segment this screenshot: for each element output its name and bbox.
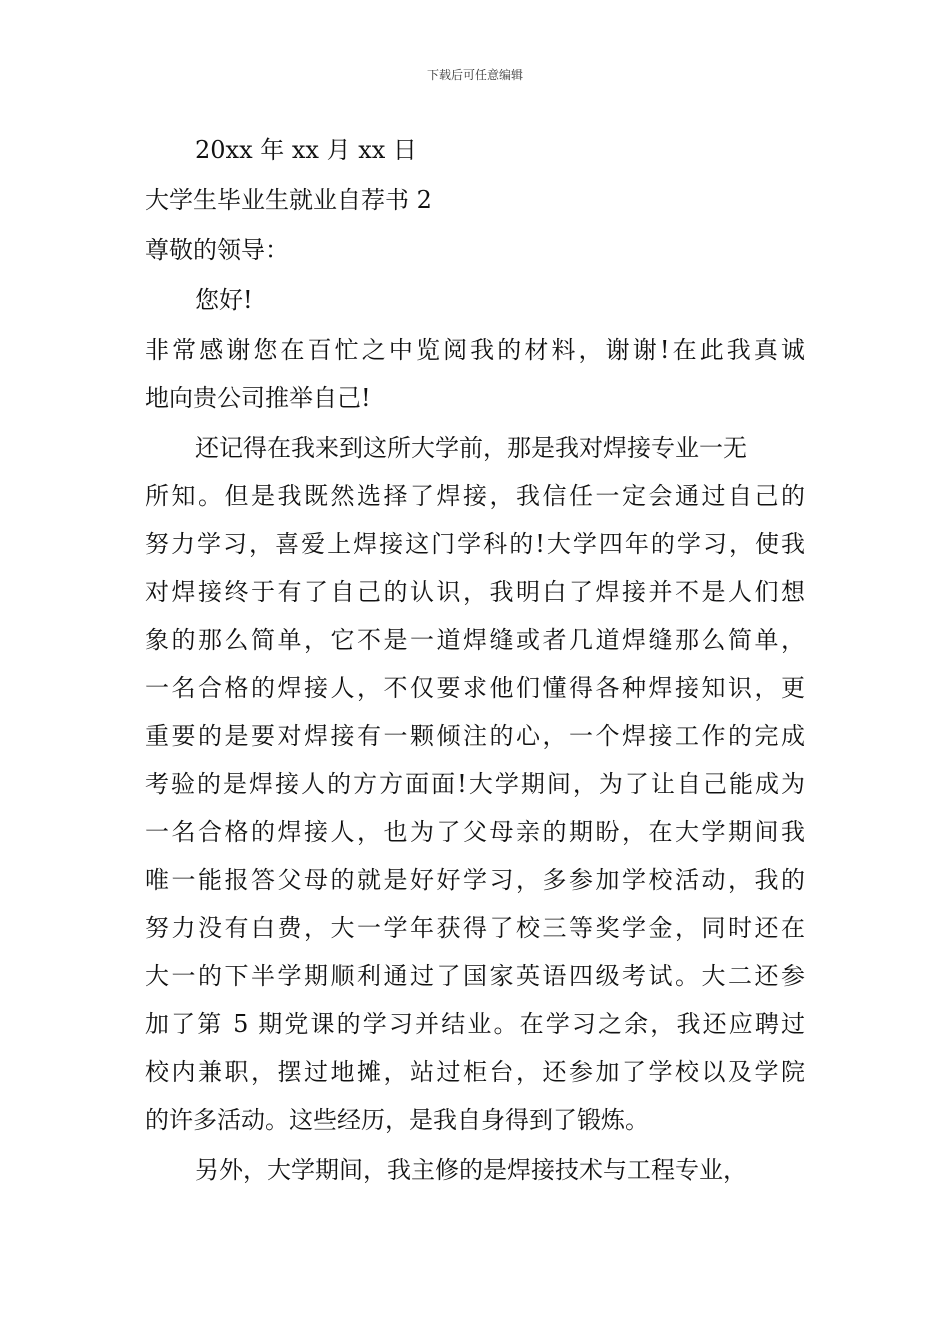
paragraph-line: 大一的下半学期顺利通过了国家英语四级考试。大二还参	[145, 962, 805, 990]
paragraph-line: 校内兼职，摆过地摊，站过柜台，还参加了学校以及学院	[145, 1058, 805, 1086]
paragraph-line: 所知。但是我既然选择了焊接，我信任一定会通过自己的	[145, 482, 805, 510]
greeting: 您好!	[195, 286, 253, 314]
paragraph-line: 努力没有白费，大一学年获得了校三等奖学金，同时还在	[145, 914, 805, 942]
paragraph-line: 唯一能报答父母的就是好好学习，多参加学校活动，我的	[145, 866, 805, 894]
paragraph-line: 象的那么简单，它不是一道焊缝或者几道焊缝那么简单，	[145, 626, 805, 654]
paragraph-line: 重要的是要对焊接有一颗倾注的心，一个焊接工作的完成	[145, 722, 805, 750]
date-line: 20xx 年 xx 月 xx 日	[195, 136, 417, 164]
paragraph-line: 另外，大学期间，我主修的是焊接技术与工程专业，	[195, 1156, 747, 1184]
paragraph-line: 地向贵公司推举自己!	[145, 384, 371, 412]
paragraph-line: 还记得在我来到这所大学前，那是我对焊接专业一无	[195, 434, 747, 462]
salutation: 尊敬的领导：	[145, 236, 289, 264]
paragraph-line: 的许多活动。这些经历，是我自身得到了锻炼。	[145, 1106, 649, 1134]
paragraph-line: 一名合格的焊接人，也为了父母亲的期盼，在大学期间我	[145, 818, 805, 846]
paragraph-line: 考验的是焊接人的方方面面!大学期间，为了让自己能成为	[145, 770, 805, 798]
paragraph-line: 加了第 5 期党课的学习并结业。在学习之余，我还应聘过	[145, 1010, 805, 1038]
document-title: 大学生毕业生就业自荐书 2	[145, 186, 432, 214]
paragraph-line: 努力学习，喜爱上焊接这门学科的!大学四年的学习，使我	[145, 530, 805, 558]
paragraph-line: 非常感谢您在百忙之中览阅我的材料，谢谢!在此我真诚	[145, 336, 805, 364]
header-note: 下载后可任意编辑	[426, 68, 523, 82]
paragraph-line: 对焊接终于有了自己的认识，我明白了焊接并不是人们想	[145, 578, 805, 606]
paragraph-line: 一名合格的焊接人，不仅要求他们懂得各种焊接知识，更	[145, 674, 805, 702]
